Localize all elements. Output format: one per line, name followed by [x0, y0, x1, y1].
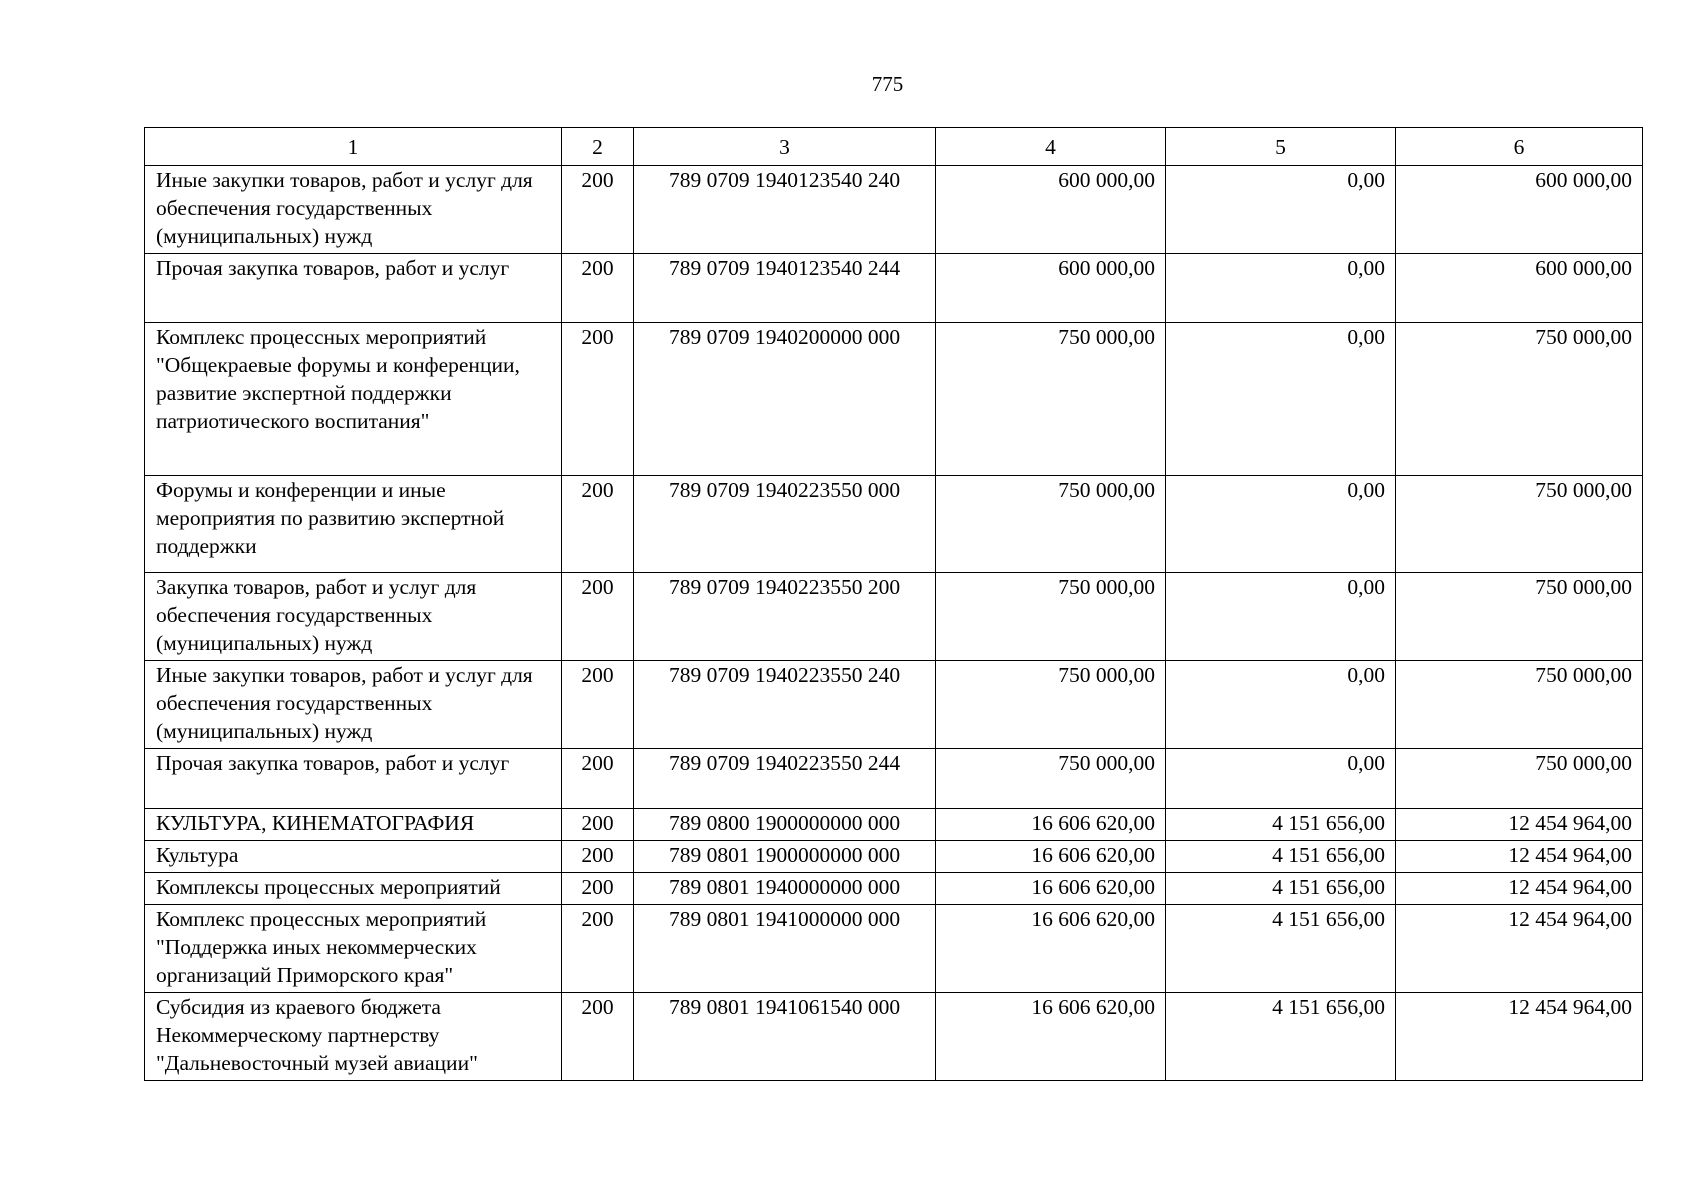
- column-header: 1: [145, 128, 562, 166]
- row-amount-4-cell: 16 606 620,00: [936, 993, 1166, 1081]
- row-amount-6-cell: 750 000,00: [1396, 323, 1643, 476]
- row-code-cell: 200: [562, 254, 634, 323]
- row-kbk-cell: 789 0801 1900000000 000: [634, 841, 936, 873]
- table-row: [145, 873, 1643, 905]
- table-row: [145, 573, 1643, 661]
- row-kbk-cell: 789 0801 1941000000 000: [634, 905, 936, 993]
- row-amount-4-cell: 16 606 620,00: [936, 841, 1166, 873]
- row-amount-6-cell: 600 000,00: [1396, 166, 1643, 254]
- row-name-cell: Прочая закупка товаров, работ и услуг: [145, 749, 562, 809]
- row-amount-5-cell: 0,00: [1166, 323, 1396, 476]
- row-name-cell: Субсидия из краевого бюджета Некоммерческому партнерству "Дальневосточный музей авиации": [145, 993, 562, 1081]
- page-number: 775: [871, 72, 904, 96]
- table-header-row: [145, 128, 1643, 166]
- row-amount-4-cell: 750 000,00: [936, 749, 1166, 809]
- row-code-cell: 200: [562, 166, 634, 254]
- column-header: 5: [1166, 128, 1396, 166]
- row-name-cell: Иные закупки товаров, работ и услуг для обеспечения государственных (муниципальных) нужд: [145, 166, 562, 254]
- column-header: 3: [634, 128, 936, 166]
- row-code-cell: 200: [562, 905, 634, 993]
- row-amount-6-cell: 750 000,00: [1396, 476, 1643, 573]
- row-amount-4-cell: 600 000,00: [936, 166, 1166, 254]
- table-row: [145, 905, 1643, 993]
- table-row: [145, 323, 1643, 476]
- row-kbk-cell: 789 0801 1941061540 000: [634, 993, 936, 1081]
- row-amount-5-cell: 4 151 656,00: [1166, 841, 1396, 873]
- row-name-cell: Закупка товаров, работ и услуг для обеспечения государственных (муниципальных) нужд: [145, 573, 562, 661]
- row-amount-4-cell: 16 606 620,00: [936, 809, 1166, 841]
- row-amount-6-cell: 750 000,00: [1396, 573, 1643, 661]
- table-row: [145, 166, 1643, 254]
- row-amount-6-cell: 600 000,00: [1396, 254, 1643, 323]
- row-kbk-cell: 789 0709 1940223550 244: [634, 749, 936, 809]
- row-name-cell: Культура: [145, 841, 562, 873]
- row-amount-5-cell: 4 151 656,00: [1166, 873, 1396, 905]
- row-amount-6-cell: 750 000,00: [1396, 749, 1643, 809]
- row-amount-4-cell: 750 000,00: [936, 323, 1166, 476]
- row-amount-4-cell: 750 000,00: [936, 661, 1166, 749]
- row-amount-5-cell: 0,00: [1166, 166, 1396, 254]
- row-name-cell: Комплекс процессных мероприятий "Общекраевые форумы и конференции, развитие экспертной поддержки патриотического воспитания": [145, 323, 562, 476]
- row-code-cell: 200: [562, 809, 634, 841]
- row-amount-6-cell: 12 454 964,00: [1396, 905, 1643, 993]
- row-name-cell: Иные закупки товаров, работ и услуг для обеспечения государственных (муниципальных) нужд: [145, 661, 562, 749]
- row-kbk-cell: 789 0709 1940223550 240: [634, 661, 936, 749]
- row-kbk-cell: 789 0709 1940123540 240: [634, 166, 936, 254]
- row-kbk-cell: 789 0709 1940123540 244: [634, 254, 936, 323]
- row-name-cell: КУЛЬТУРА, КИНЕМАТОГРАФИЯ: [145, 809, 562, 841]
- row-amount-5-cell: 4 151 656,00: [1166, 809, 1396, 841]
- row-amount-5-cell: 0,00: [1166, 573, 1396, 661]
- row-amount-4-cell: 16 606 620,00: [936, 873, 1166, 905]
- table-row: [145, 841, 1643, 873]
- row-amount-6-cell: 750 000,00: [1396, 661, 1643, 749]
- table-row: [145, 476, 1643, 573]
- row-amount-6-cell: 12 454 964,00: [1396, 809, 1643, 841]
- row-amount-6-cell: 12 454 964,00: [1396, 873, 1643, 905]
- row-amount-4-cell: 600 000,00: [936, 254, 1166, 323]
- table-row: [145, 661, 1643, 749]
- table-row: [145, 809, 1643, 841]
- budget-table: [144, 127, 1643, 1081]
- row-kbk-cell: 789 0800 1900000000 000: [634, 809, 936, 841]
- row-name-cell: Прочая закупка товаров, работ и услуг: [145, 254, 562, 323]
- row-amount-5-cell: 0,00: [1166, 476, 1396, 573]
- row-amount-6-cell: 12 454 964,00: [1396, 841, 1643, 873]
- row-amount-5-cell: 0,00: [1166, 749, 1396, 809]
- row-name-cell: Форумы и конференции и иные мероприятия по развитию экспертной поддержки: [145, 476, 562, 573]
- row-amount-4-cell: 16 606 620,00: [936, 905, 1166, 993]
- row-amount-6-cell: 12 454 964,00: [1396, 993, 1643, 1081]
- row-amount-4-cell: 750 000,00: [936, 476, 1166, 573]
- row-amount-5-cell: 0,00: [1166, 661, 1396, 749]
- row-code-cell: 200: [562, 993, 634, 1081]
- row-kbk-cell: 789 0801 1940000000 000: [634, 873, 936, 905]
- row-name-cell: Комплекс процессных мероприятий "Поддержка иных некоммерческих организаций Приморского края": [145, 905, 562, 993]
- row-code-cell: 200: [562, 873, 634, 905]
- row-amount-5-cell: 0,00: [1166, 254, 1396, 323]
- row-code-cell: 200: [562, 323, 634, 476]
- table-row: [145, 749, 1643, 809]
- row-code-cell: 200: [562, 841, 634, 873]
- table-row: [145, 993, 1643, 1081]
- row-kbk-cell: 789 0709 1940223550 200: [634, 573, 936, 661]
- column-header: 6: [1396, 128, 1643, 166]
- row-kbk-cell: 789 0709 1940200000 000: [634, 323, 936, 476]
- row-code-cell: 200: [562, 476, 634, 573]
- row-name-cell: Комплексы процессных мероприятий: [145, 873, 562, 905]
- row-amount-5-cell: 4 151 656,00: [1166, 993, 1396, 1081]
- table-row: [145, 254, 1643, 323]
- column-header: 2: [562, 128, 634, 166]
- row-code-cell: 200: [562, 573, 634, 661]
- column-header: 4: [936, 128, 1166, 166]
- row-code-cell: 200: [562, 661, 634, 749]
- row-kbk-cell: 789 0709 1940223550 000: [634, 476, 936, 573]
- row-amount-4-cell: 750 000,00: [936, 573, 1166, 661]
- row-code-cell: 200: [562, 749, 634, 809]
- row-amount-5-cell: 4 151 656,00: [1166, 905, 1396, 993]
